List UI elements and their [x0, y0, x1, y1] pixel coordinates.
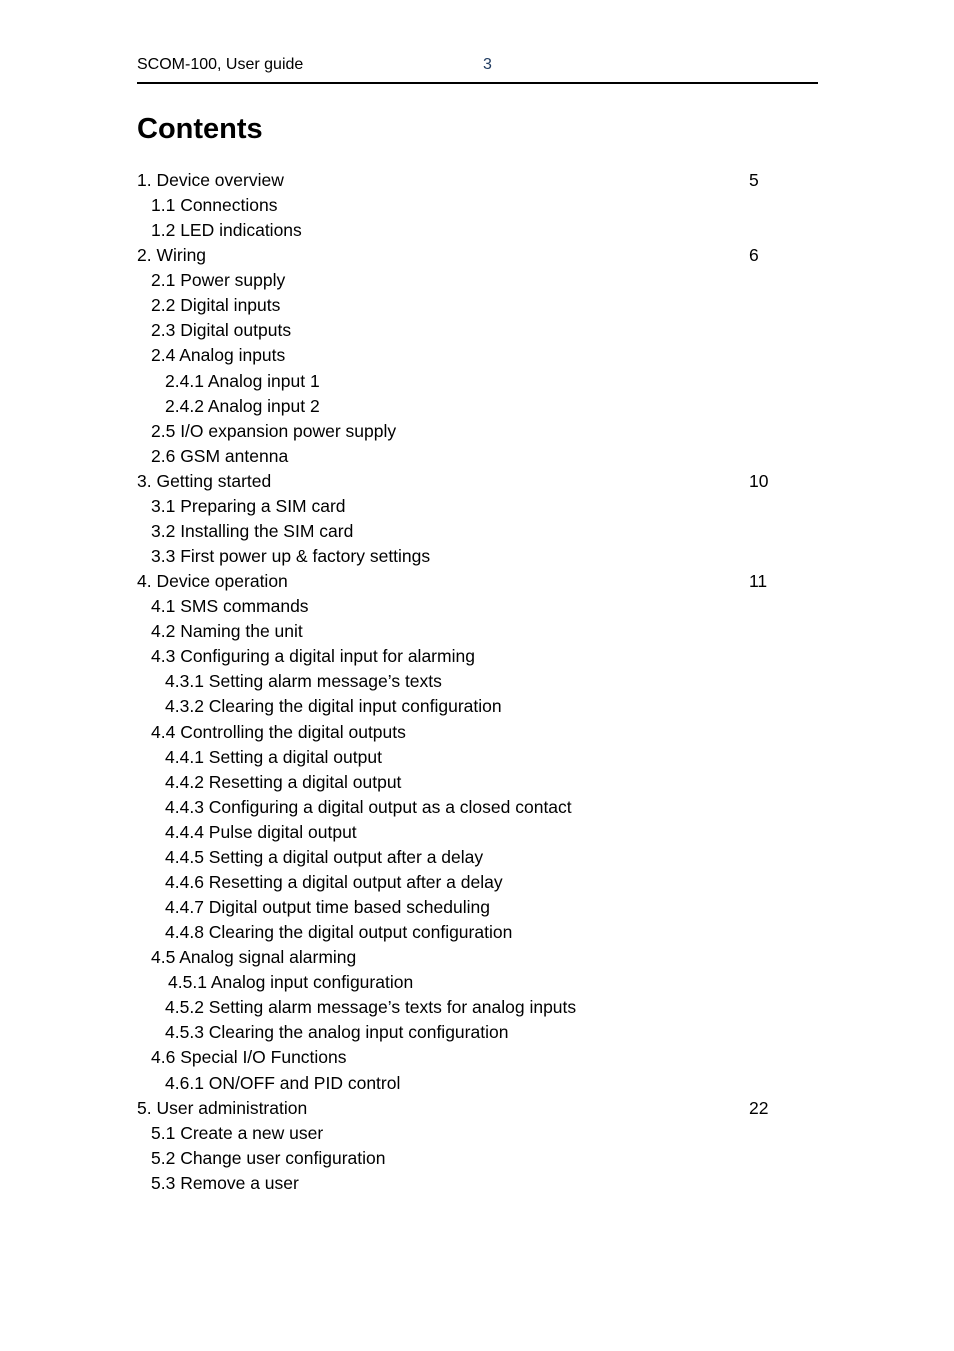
toc-entry-label: 4.4.3 Configuring a digital output as a closed contact [165, 796, 572, 817]
toc-entry-label: 2.4.1 Analog input 1 [165, 370, 320, 391]
toc-entry-label: 2.4 Analog inputs [151, 345, 286, 366]
toc-entry-label: 4.3.1 Setting alarm message’s texts [165, 671, 442, 692]
toc-entry[interactable] [0, 168, 954, 193]
toc-entry[interactable] [0, 619, 954, 644]
toc-entry-label: 4.3.2 Clearing the digital input configuration [165, 696, 502, 717]
toc-entry-label: 5. User administration [137, 1097, 308, 1118]
toc-entry-label: 2.4.2 Analog input 2 [165, 395, 320, 416]
toc-entry[interactable] [0, 318, 954, 343]
toc-entry[interactable] [0, 419, 954, 444]
toc-entry[interactable] [0, 268, 954, 293]
toc-entry-label: 5.3 Remove a user [151, 1172, 299, 1193]
toc-entry-label: 1.2 LED indications [151, 220, 302, 241]
toc-entry-label: 4.4 Controlling the digital outputs [151, 721, 406, 742]
toc-entry[interactable] [0, 870, 954, 895]
contents-heading: Contents [137, 113, 263, 145]
toc-entry[interactable] [0, 945, 954, 970]
toc-entry-label: 4.5.3 Clearing the analog input configuration [165, 1022, 509, 1043]
toc-entry[interactable] [0, 519, 954, 544]
toc-entry[interactable] [0, 218, 954, 243]
toc-entry-label: 5.2 Change user configuration [151, 1147, 386, 1168]
toc-entry-page: 22 [749, 1097, 769, 1118]
toc-entry-page: 6 [749, 245, 759, 266]
toc-entry-label: 3.2 Installing the SIM card [151, 520, 354, 541]
toc-entry[interactable] [0, 995, 954, 1020]
toc-entry[interactable] [0, 920, 954, 945]
toc-entry-label: 2.6 GSM antenna [151, 445, 289, 466]
toc-entry-label: 4.1 SMS commands [151, 596, 309, 617]
toc-entry-label: 4.2 Naming the unit [151, 621, 303, 642]
toc-entry[interactable] [0, 394, 954, 419]
toc-entry-label: 4.4.4 Pulse digital output [165, 821, 357, 842]
toc-entry[interactable] [0, 1071, 954, 1096]
header-title: SCOM-100, User guide [137, 56, 304, 73]
toc-entry[interactable] [0, 369, 954, 394]
toc-entry[interactable] [0, 669, 954, 694]
toc-entry[interactable] [0, 795, 954, 820]
toc-entry[interactable] [0, 1096, 954, 1121]
toc-entry[interactable] [0, 544, 954, 569]
toc-entry-label: 3.3 First power up & factory settings [151, 546, 431, 567]
toc-entry[interactable] [0, 1171, 954, 1196]
toc-entry[interactable] [0, 720, 954, 745]
toc-entry-label: 4.6 Special I/O Functions [151, 1047, 347, 1068]
toc-entry[interactable] [0, 1121, 954, 1146]
header-page-number: 3 [483, 56, 492, 73]
toc-entry-page: 11 [749, 571, 768, 592]
toc-entry[interactable] [0, 193, 954, 218]
toc-entry-label: 4.5.2 Setting alarm message’s texts for analog inputs [165, 997, 577, 1018]
toc-entry[interactable] [0, 644, 954, 669]
toc-entry[interactable] [0, 444, 954, 469]
toc-entry[interactable] [0, 494, 954, 519]
toc-entry[interactable] [0, 895, 954, 920]
toc-entry-label: 2.1 Power supply [151, 270, 286, 291]
toc-entry[interactable] [0, 343, 954, 368]
toc-entry-label: 4.3 Configuring a digital input for alarming [151, 646, 475, 667]
toc-entry[interactable] [0, 1146, 954, 1171]
toc-entry[interactable] [0, 745, 954, 770]
toc-entry-label: 4.5 Analog signal alarming [151, 947, 357, 968]
toc-entry[interactable] [0, 1020, 954, 1045]
toc-entry-label: 2.5 I/O expansion power supply [151, 420, 397, 441]
toc-entry-label: 5.1 Create a new user [151, 1122, 324, 1143]
toc-entry-page: 5 [749, 170, 759, 190]
toc-entry[interactable] [0, 770, 954, 795]
toc-entry-page: 10 [749, 470, 769, 491]
toc-entry-label: 3. Getting started [137, 470, 272, 491]
toc-entry-label: 3.1 Preparing a SIM card [151, 495, 346, 516]
toc-entry-label: 4.4.2 Resetting a digital output [165, 771, 402, 792]
toc-entry-label: 4.4.6 Resetting a digital output after a delay [165, 871, 503, 892]
toc-entry[interactable] [0, 820, 954, 845]
toc-entry-label: 4.4.8 Clearing the digital output configuration [165, 922, 513, 943]
toc-entry[interactable] [0, 569, 954, 594]
toc-entry-label: 4. Device operation [137, 571, 288, 592]
toc-entry[interactable] [0, 594, 954, 619]
toc-entry[interactable] [0, 469, 954, 494]
page-header [137, 56, 818, 84]
toc-entry[interactable] [0, 694, 954, 719]
toc-entry-label: 2.2 Digital inputs [151, 295, 281, 316]
toc-entry[interactable] [0, 243, 954, 268]
toc-entry-label: 1.1 Connections [151, 195, 278, 216]
toc-entry-label: 1. Device overview [137, 170, 284, 190]
toc-entry[interactable] [0, 1045, 954, 1070]
toc-entry-label: 2. Wiring [137, 245, 207, 266]
toc-entry-label: 4.4.7 Digital output time based scheduling [165, 897, 490, 918]
toc-entry-label: 4.4.1 Setting a digital output [165, 746, 382, 767]
toc-entry-label: 4.4.5 Setting a digital output after a delay [165, 846, 484, 867]
toc-entry[interactable] [0, 845, 954, 870]
toc-entry-label: 2.3 Digital outputs [151, 320, 292, 341]
toc-entry[interactable] [0, 293, 954, 318]
toc-entry-label: 4.5.1 Analog input configuration [168, 972, 414, 993]
toc-entry[interactable] [0, 970, 954, 995]
toc-entry-label: 4.6.1 ON/OFF and PID control [165, 1072, 401, 1093]
